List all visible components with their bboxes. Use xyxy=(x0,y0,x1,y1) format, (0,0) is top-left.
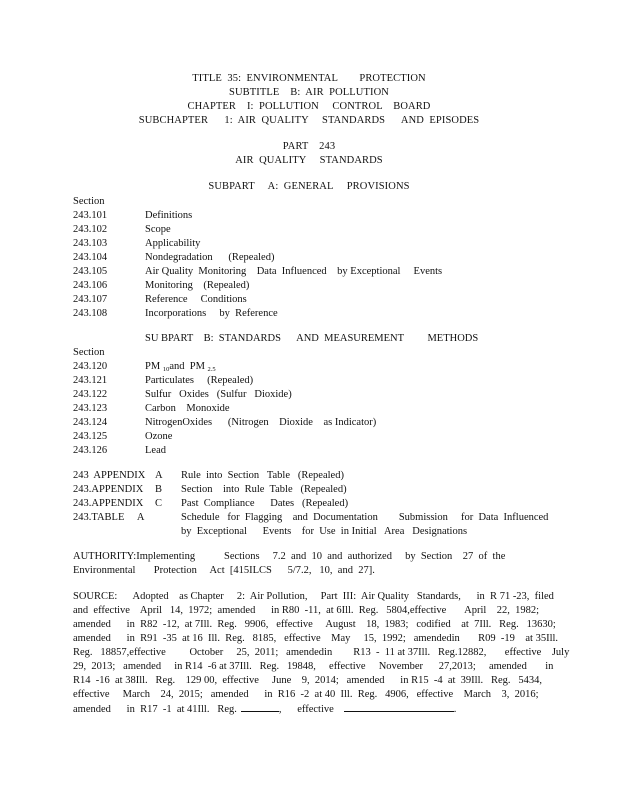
section-number: 243.101 xyxy=(73,210,108,221)
section-title: NitrogenOxides (Nitrogen Dioxide as Indicator) xyxy=(145,417,377,428)
subpart-b-heading: SU BPART B: STANDARDS AND MEASUREMENT METHODS xyxy=(145,333,479,344)
section-title: Air Quality Monitoring Data Influenced by Exceptional Events xyxy=(145,266,443,277)
section-title: Lead xyxy=(145,445,166,456)
section-number: 243.108 xyxy=(73,308,108,319)
appendix-number: 243.APPENDIX xyxy=(73,484,144,495)
source-line: 29, 2013; amended in R14 -6 at 37Ill. Reg. 19848, effective November 27,2013; amended in xyxy=(73,661,554,672)
source-line: amended in R91 -35 at 16 Ill. Reg. 8185, effective May 15, 1992; amendedin R09 -19 at 35Ill. xyxy=(73,633,559,644)
section-number: 243.122 xyxy=(73,389,108,400)
appendix-title: Past Compliance Dates (Repealed) xyxy=(181,498,349,509)
blank-date-field xyxy=(344,702,454,712)
subchapter-heading: SUBCHAPTER 1: AIR QUALITY STANDARDS AND EPISODES xyxy=(138,115,480,126)
section-title: Definitions xyxy=(145,210,193,221)
section-title: Carbon Monoxide xyxy=(145,403,230,414)
appendix-number: 243 APPENDIX xyxy=(73,470,146,481)
section-number: 243.120 xyxy=(73,361,108,372)
source-line: amended in R82 -12, at 7Ill. Reg. 9906, effective August 18, 1983; codified at 7Ill. Reg. 13630; xyxy=(73,619,556,630)
part-heading: PART 243 xyxy=(282,141,336,152)
appendix-letter: C xyxy=(155,498,163,509)
table-number: 243.TABLE A xyxy=(73,512,145,523)
subtitle-heading: SUBTITLE B: AIR POLLUTION xyxy=(229,87,389,98)
source-line: SOURCE: Adopted as Chapter 2: Air Pollution, Part III: Air Quality Standards, in R 71 -23, filed xyxy=(73,591,554,602)
section-number: 243.124 xyxy=(73,417,108,428)
section-number: 243.121 xyxy=(73,375,108,386)
appendix-title: Rule into Section Table (Repealed) xyxy=(181,470,344,481)
authority-line: Environmental Protection Act [415ILCS 5/7.2, 10, and 27]. xyxy=(73,565,375,576)
section-number: 243.126 xyxy=(73,445,108,456)
source-line: Reg. 18857,effective October 25, 2011; amendedin R13 - 11 at 37Ill. Reg.12882, effective July xyxy=(73,647,570,658)
source-line: R14 -16 at 38Ill. Reg. 129 00, effective June 9, 2014; amended in R15 -4 at 39Ill. Reg. 5434, xyxy=(73,675,543,686)
appendix-title: Section into Rule Table (Repealed) xyxy=(181,484,347,495)
section-number: 243.125 xyxy=(73,431,108,442)
section-number: 243.106 xyxy=(73,280,108,291)
section-title: Reference Conditions xyxy=(145,294,247,305)
appendix-letter: A xyxy=(155,470,163,481)
section-label: Section xyxy=(73,196,105,207)
section-title: Incorporations by Reference xyxy=(145,308,278,319)
subpart-a-heading: SUBPART A: GENERAL PROVISIONS xyxy=(208,181,410,192)
section-title: Monitoring (Repealed) xyxy=(145,280,250,291)
blank-page-field xyxy=(241,702,279,712)
table-title: Schedule for Flagging and Documentation Submission for Data Influenced xyxy=(181,512,549,523)
section-number: 243.123 xyxy=(73,403,108,414)
section-number: 243.102 xyxy=(73,224,108,235)
source-line-last: amended in R17 -1 at 41Ill. Reg. , effective . xyxy=(73,704,457,715)
table-title-continued: by Exceptional Events for Use in Initial Area Designations xyxy=(181,526,468,537)
section-title: Scope xyxy=(145,224,171,235)
section-number: 243.105 xyxy=(73,266,108,277)
section-title: Nondegradation (Repealed) xyxy=(145,252,275,263)
part-title-heading: AIR QUALITY STANDARDS xyxy=(235,155,383,166)
section-number: 243.103 xyxy=(73,238,108,249)
appendix-number: 243.APPENDIX xyxy=(73,498,144,509)
source-line: and effective April 14, 1972; amended in R80 -11, at 6Ill. Reg. 5804,effective April 22, 1982; xyxy=(73,605,540,616)
section-label: Section xyxy=(73,347,105,358)
section-number: 243.104 xyxy=(73,252,108,263)
section-title: Sulfur Oxides (Sulfur Dioxide) xyxy=(145,389,292,400)
chapter-heading: CHAPTER I: POLLUTION CONTROL BOARD xyxy=(187,101,431,112)
section-number: 243.107 xyxy=(73,294,108,305)
authority-line: AUTHORITY:Implementing Sections 7.2 and 10 and authorized by Section 27 of the xyxy=(73,551,506,562)
appendix-letter: B xyxy=(155,484,163,495)
section-title-pm: PM $_{10}$and PM $_{2.5}$ xyxy=(145,361,216,373)
source-line: effective March 24, 2015; amended in R16 -2 at 40 Ill. Reg. 4906, effective March 3, 2016; xyxy=(73,689,539,700)
title-heading: TITLE 35: ENVIRONMENTAL PROTECTION xyxy=(192,73,426,84)
section-title: Applicability xyxy=(145,238,201,249)
section-title: Particulates (Repealed) xyxy=(145,375,254,386)
section-title: Ozone xyxy=(145,431,173,442)
